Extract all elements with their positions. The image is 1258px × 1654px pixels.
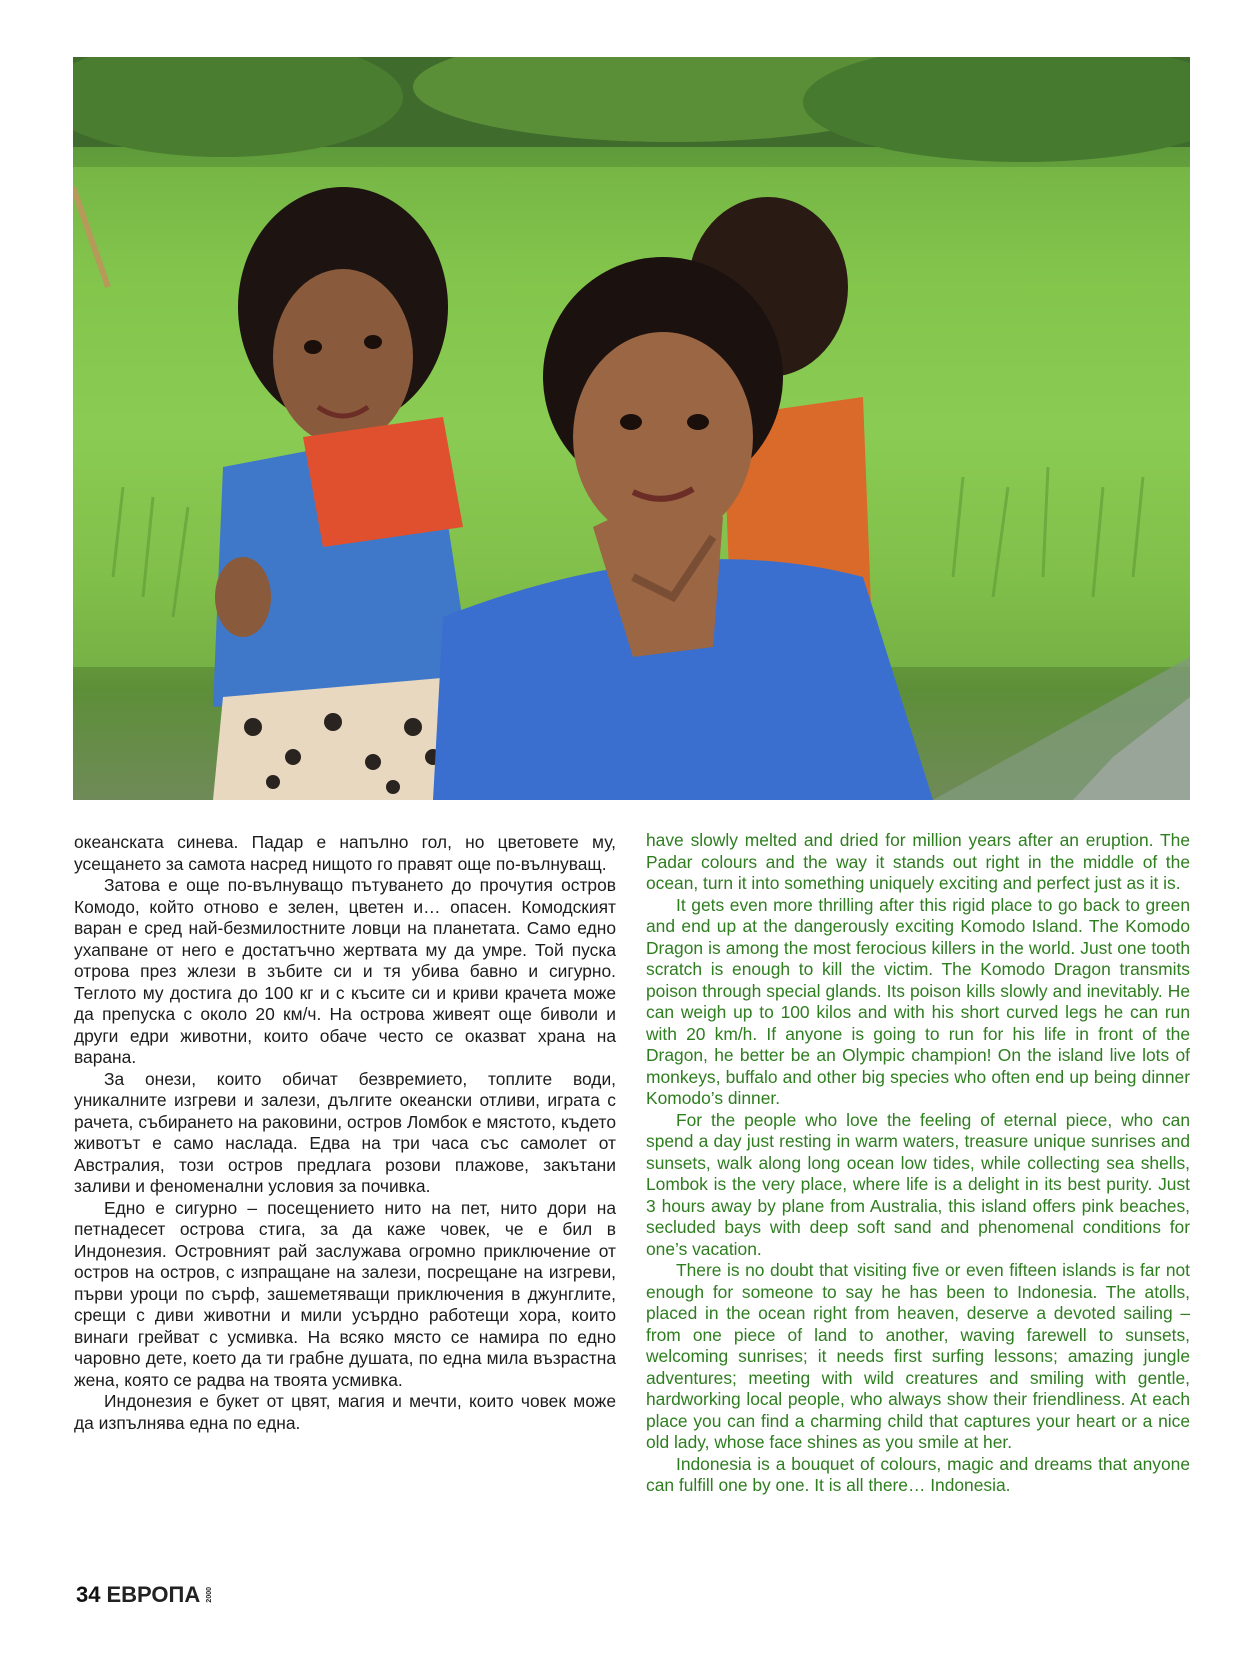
page-footer xyxy=(76,1582,214,1608)
magazine-logo-tag: 2000 xyxy=(206,1587,214,1603)
en-paragraph: It gets even more thrilling after this rigid place to go back to green and end up at the dangerously exciting Komodo Island. The Komodo Dragon is among the most ferocious killers in the world. Just one tooth scratch is enough to kill the victim. The Komodo Dragon transmits poison through special glands. Its poison kills slowly and inevitably. He can weigh up to 100 kilos and with his short curved legs he can run with 20 km/h. If anyone is going to run for his life in front of the Dragon, he better be an Olympic champion! On the island live lots of monkeys, buffalo and other big species who often end up being dinner Komodo’s dinner. xyxy=(646,894,1190,1108)
children-photo-icon xyxy=(73,57,1190,800)
magazine-logo: ЕВРОПА xyxy=(106,1582,201,1607)
bg-paragraph: Индонезия е букет от цвят, магия и мечти, които човек може да изпълнява една по една. xyxy=(74,1391,616,1433)
bg-paragraph: За онези, които обичат безвремието, топлите води, уникалните изгреви и залези, дългите океански отливи, играта с рачета, събирането на раковини, остров Ломбок е мястото, където животът е само наслада. Едва на три часа със самолет от Австралия, този остров предлага розови плажове, закътани заливи и феноменални условия за почивка. xyxy=(74,1068,616,1196)
en-paragraph: For the people who love the feeling of eternal piece, who can spend a day just resting in warm waters, treasure unique sunrises and sunsets, walk along long ocean low tides, while collecting sea shells, Lombok is the very place, where life is a delight in its best purity. Just 3 hours away by plane from Australia, this island offers pink beaches, secluded bays with deep soft sand and phenomenal conditions for one’s vacation. xyxy=(646,1109,1190,1259)
page-number: 34 xyxy=(76,1582,101,1607)
en-paragraph: have slowly melted and dried for million years after an eruption. The Padar colours and the way it stands out right in the middle of the ocean, turn it into something uniquely exciting and perfect just as it is. xyxy=(646,830,1190,893)
bg-paragraph: океанската синева. Падар е напълно гол, но цветовете му, усещането за самота насред нищото го правят още по-вълнуващ. xyxy=(74,832,616,874)
bg-paragraph: Затова е още по-вълнуващо пътуването до прочутия остров Комодо, който отново е зелен, цветен и… опасен. Комодският варан е сред най-безмилостните ловци на планетата. Само едно ухапване от него е достатъчно жертвата му да умре. Той пуска отрова през жлези в зъбите си и тя убива бавно и сигурно. Теглото му достига до 100 кг и с късите си и криви крачета може да препуска с около 20 км/ч. На острова живеят още биволи и други едри животни, които обаче често се оказват храна на варана. xyxy=(74,875,616,1067)
article-photo xyxy=(73,57,1190,800)
bulgarian-text-column xyxy=(74,832,616,1434)
english-text-column xyxy=(646,830,1190,1497)
bg-paragraph: Едно е сигурно – посещението нито на пет, нито дори на петнадесет острова стига, за да каже човек, че е бил в Индонезия. Островният рай заслужава огромно приключение от остров на остров, с изпращане на залези, посрещане на изгреви, първи уроци по сърф, зашеметяващи приключения в джунглите, срещи с диви животни и мили усърдно работещи хора, които винаги грейват с усмивка. На всяко място се намира по едно чаровно дете, което да ти грабне душата, по една мила възрастна жена, която се радва на твоята усмивка. xyxy=(74,1197,616,1390)
en-paragraph: Indonesia is a bouquet of colours, magic and dreams that anyone can fulfill one by one. It is all there… Indonesia. xyxy=(646,1453,1190,1495)
en-paragraph: There is no doubt that visiting five or even fifteen islands is far not enough for someone to say he has been to Indonesia. The atolls, placed in the ocean right from heaven, deserve a devoted sailing – from one piece of land to another, waving farewell to sunsets, welcoming sunrises; it needs first surfing lessons; amazing jungle adventures; meeting with wild creatures and smiling with gentle, hardworking local people, who always show their friendliness. At each place you can find a charming child that captures your heart or a nice old lady, whose face shines as you smile at her. xyxy=(646,1260,1190,1452)
